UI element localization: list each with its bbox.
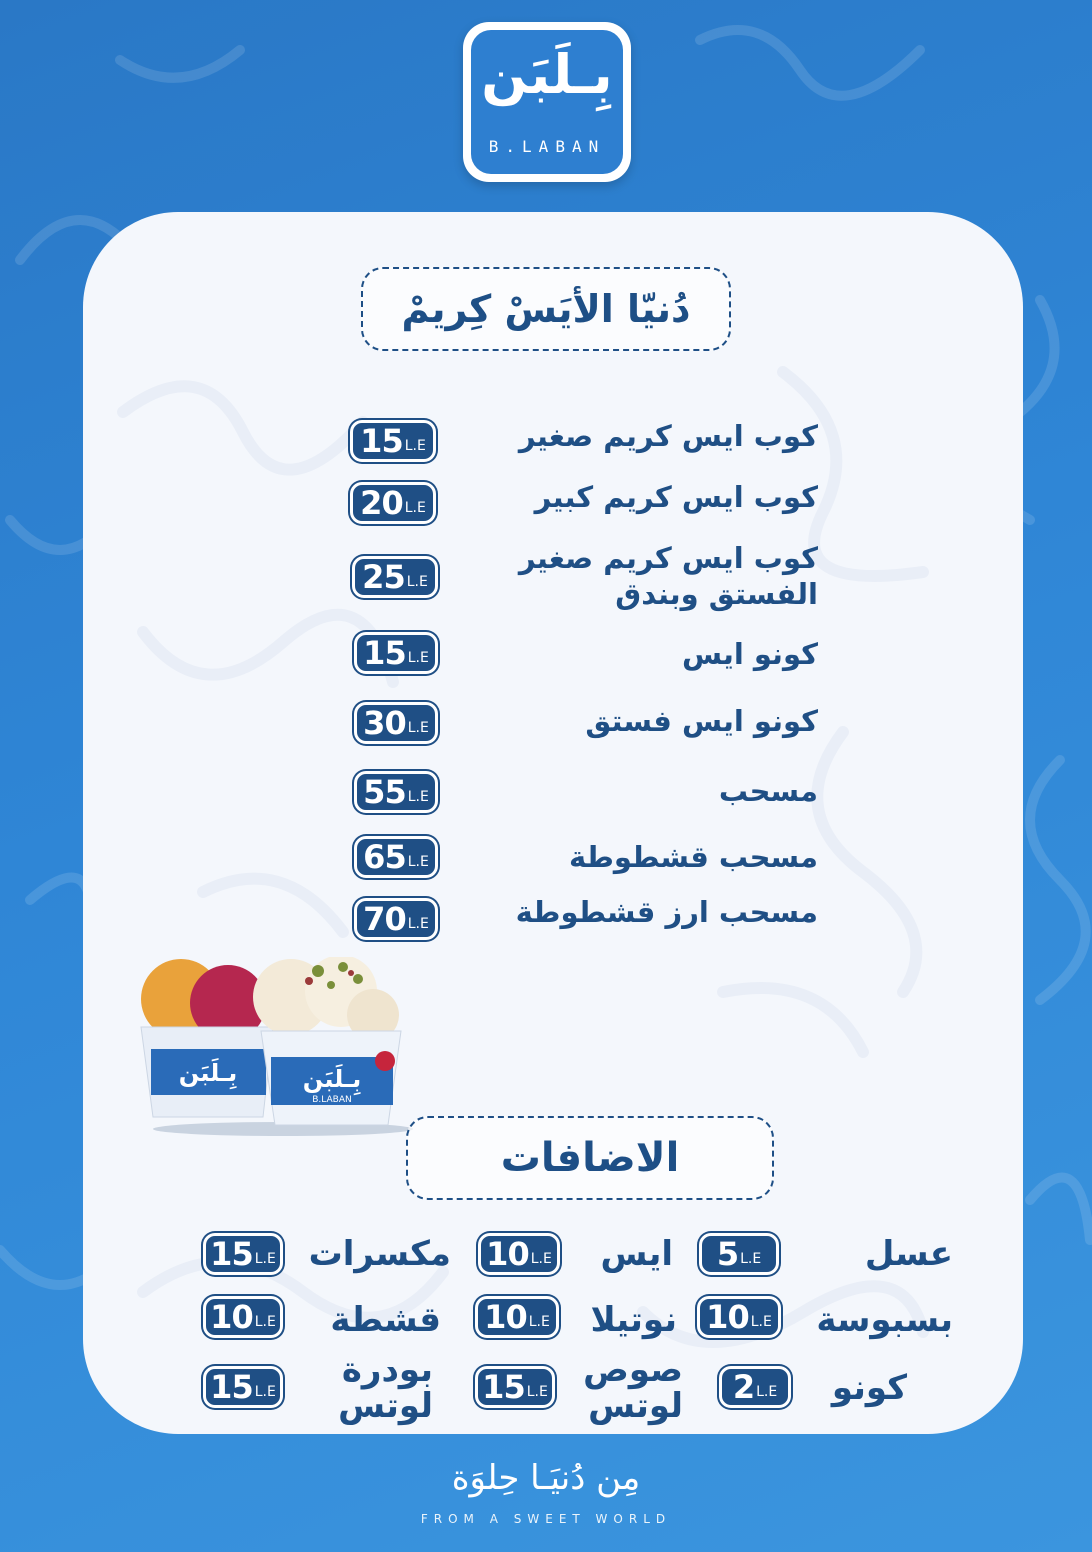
menu-item: كونو ايس فستق [585, 704, 818, 738]
menu-item: مسحب قشطوطة [569, 840, 818, 874]
addon-item: عسل [864, 1234, 953, 1274]
menu-item: مسحب [718, 774, 818, 808]
price-badge: 20 L.E [350, 482, 436, 524]
addon-item: بودرة لوتس [338, 1350, 433, 1426]
cup-logo-text: بِـلَبَن [178, 1059, 238, 1087]
price-badge: 2 L.E [719, 1366, 791, 1408]
brand-logo [463, 22, 631, 182]
footer-tagline-english: FROM A SWEET WORLD [420, 1512, 672, 1526]
price-badge: 30 L.E [354, 702, 438, 744]
price-badge: 15 L.E [203, 1233, 283, 1275]
menu-item: كونو ايس [681, 637, 818, 671]
addon-item: بسبوسة [816, 1300, 953, 1340]
price-badge: 10 L.E [203, 1296, 283, 1338]
price-badge: 15 L.E [203, 1366, 283, 1408]
price-badge: 70 L.E [354, 898, 438, 940]
price-badge: 10 L.E [697, 1296, 781, 1338]
logo-text: B.LABAN [488, 137, 606, 156]
price-badge: 10 L.E [478, 1233, 560, 1275]
cup-brand-text: B.LABAN [312, 1095, 352, 1105]
section-title-addons: الاضافات [406, 1116, 774, 1200]
addon-item: نوتيلا [590, 1300, 677, 1340]
addon-item: صوص لوتس [583, 1350, 683, 1426]
section-title-ice-cream: دُنيّا الأيَسْ كِريمْ [361, 267, 731, 351]
menu-card [83, 212, 1023, 1434]
price-badge: 5 L.E [699, 1233, 779, 1275]
price-badge: 55 L.E [354, 771, 438, 813]
footer-tagline-arabic: مِن دُنيَـا حِلوَة [451, 1458, 641, 1498]
price-badge: 15 L.E [475, 1366, 555, 1408]
menu-item: كوب ايس كريم كبير [534, 480, 818, 514]
addon-item: كونو [831, 1368, 907, 1408]
ice-cream-cups-image [133, 957, 423, 1137]
menu-item: مسحب ارز قشطوطة [515, 895, 818, 929]
price-badge: 15 L.E [354, 632, 438, 674]
addon-item: مكسرات [308, 1234, 451, 1274]
addon-item: قشطة [330, 1300, 441, 1340]
price-badge: 25 L.E [352, 556, 438, 598]
price-badge: 65 L.E [354, 836, 438, 878]
cup-logo-text: بِـلَبَن [302, 1065, 362, 1093]
price-badge: 10 L.E [475, 1296, 559, 1338]
price-badge: 15 L.E [350, 420, 436, 462]
cup-red-dot [375, 1051, 395, 1071]
logo-mark: بِـلَبَن [481, 43, 613, 106]
menu-item: كوب ايس كريم صغير [518, 419, 818, 453]
addon-item: ايس [600, 1234, 673, 1274]
menu-item: كوب ايس كريم صغير الفستق وبندق [518, 541, 818, 611]
